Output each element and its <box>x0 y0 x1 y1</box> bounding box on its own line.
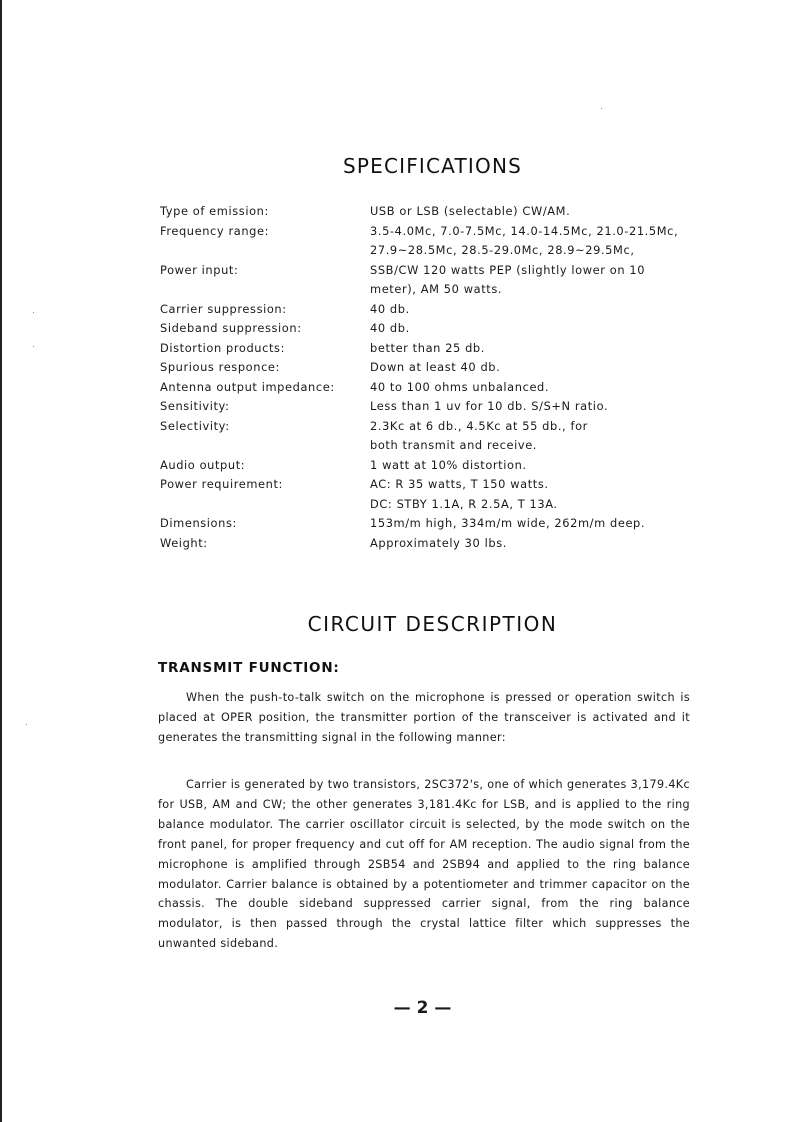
spec-label: Weight: <box>160 535 208 550</box>
spec-label: Power input: <box>160 262 239 277</box>
spec-row-selectivity <box>160 417 720 456</box>
spec-value <box>370 300 720 320</box>
spec-row-sideband <box>160 319 720 339</box>
spec-value-line: better than 25 db. <box>370 340 485 355</box>
spec-row-power-requirement <box>160 475 720 514</box>
spec-value-line: 40 db. <box>370 321 410 335</box>
spec-value <box>370 534 720 554</box>
spec-label: Frequency range: <box>160 223 270 238</box>
spec-label: Sideband suppression: <box>160 321 302 335</box>
spec-row-power-input <box>160 261 720 300</box>
spec-label: Power requirement: <box>160 477 283 491</box>
spec-row-antenna <box>160 378 720 398</box>
spec-value-line: DC: STBY 1.1A, R 2.5A, T 13A. <box>370 496 558 511</box>
spec-value-line: Down at least 40 db. <box>370 360 501 374</box>
spec-label: Selectivity: <box>160 418 230 433</box>
spec-row-weight <box>160 534 720 554</box>
spec-label: Dimensions: <box>160 516 237 530</box>
specifications-title: SPECIFICATIONS <box>342 154 523 178</box>
spec-value-line: AC: R 35 watts, T 150 watts. <box>370 477 549 491</box>
spec-label: Audio output: <box>160 457 246 472</box>
spec-value-line: meter), AM 50 watts. <box>370 282 503 296</box>
spec-value <box>370 397 720 417</box>
spec-value-line: SSB/CW 120 watts PEP (slightly lower on 10 <box>370 262 646 277</box>
spec-row-carrier <box>160 300 720 320</box>
spec-value <box>370 358 720 378</box>
spec-value <box>370 202 720 222</box>
spec-value <box>370 417 720 456</box>
spec-row-frequency <box>160 222 720 261</box>
spec-row-sensitivity <box>160 397 720 417</box>
transmit-function-heading: TRANSMIT FUNCTION: <box>158 660 340 676</box>
specifications-table <box>160 202 720 553</box>
spec-value-line: 2.3Kc at 6 db., 4.5Kc at 55 db., for <box>370 418 588 433</box>
spec-value <box>370 475 720 514</box>
spec-label: Carrier suppression: <box>160 301 287 316</box>
spec-label: Type of emission: <box>160 204 269 218</box>
spec-value-line: 1 watt at 10% distortion. <box>370 457 527 472</box>
transmit-paragraph-1: When the push-to-talk switch on the microphone is pressed or operation switch is placed at OPER position, the transmitter portion of the transceiver is activated and it generates the transmitting signal in the following manner: <box>158 691 690 744</box>
spec-value-line: 27.9~28.5Mc, 28.5-29.0Mc, 28.9~29.5Mc, <box>370 243 635 257</box>
scan-speck <box>33 346 34 347</box>
spec-value-line: 3.5-4.0Mc, 7.0-7.5Mc, 14.0-14.5Mc, 21.0-21.5Mc, <box>370 223 679 238</box>
spec-label: Antenna output impedance: <box>160 379 335 394</box>
spec-value-line: USB or LSB (selectable) CW/AM. <box>370 204 571 218</box>
circuit-description-title: CIRCUIT DESCRIPTION <box>307 612 558 636</box>
spec-label: Sensitivity: <box>160 399 230 413</box>
spec-value <box>370 514 720 534</box>
spec-value <box>370 222 720 261</box>
scan-speck <box>33 312 34 313</box>
spec-value-line: 153m/m high, 334m/m wide, 262m/m deep. <box>370 516 646 530</box>
spec-value <box>370 378 720 398</box>
spec-value <box>370 261 720 300</box>
spec-value <box>370 456 720 476</box>
scan-speck <box>601 108 602 109</box>
page-number: — 2 — <box>393 998 452 1018</box>
spec-label: Distortion products: <box>160 340 286 355</box>
spec-row-emission <box>160 202 720 222</box>
spec-value-line: Less than 1 uv for 10 db. S/S+N ratio. <box>370 399 609 413</box>
spec-row-distortion <box>160 339 720 359</box>
spec-value-line: 40 db. <box>370 301 410 316</box>
spec-value-line: Approximately 30 lbs. <box>370 535 507 550</box>
spec-label: Spurious responce: <box>160 360 280 374</box>
transmit-paragraph-2: Carrier is generated by two transistors, 2SC372's, one of which generates 3,179.4Kc for USB, AM and CW; the other generates 3,181.4Kc for LSB, and is applied to the ring balance modulator. The carrier oscillator circuit is selected, by the mode switch on the front panel, for proper frequency and cut off for AM reception. The audio signal from the microphone is amplified through 2SB54 and 2SB94 and applied to the ring balance modulator. Carrier balance is obtained by a potentiometer and trimmer capacitor on the chassis. The double sideband suppressed carrier signal, from the ring balance modulator, is then passed through the crystal lattice filter which suppresses the unwanted sideband. <box>158 778 690 951</box>
spec-value <box>370 339 720 359</box>
spec-value <box>370 319 720 339</box>
scan-speck <box>26 724 27 725</box>
spec-row-audio <box>160 456 720 476</box>
spec-value-line: 40 to 100 ohms unbalanced. <box>370 379 550 394</box>
spec-value-line: both transmit and receive. <box>370 438 538 452</box>
spec-row-dimensions <box>160 514 720 534</box>
page-edge-line <box>0 0 2 1122</box>
spec-row-spurious <box>160 358 720 378</box>
